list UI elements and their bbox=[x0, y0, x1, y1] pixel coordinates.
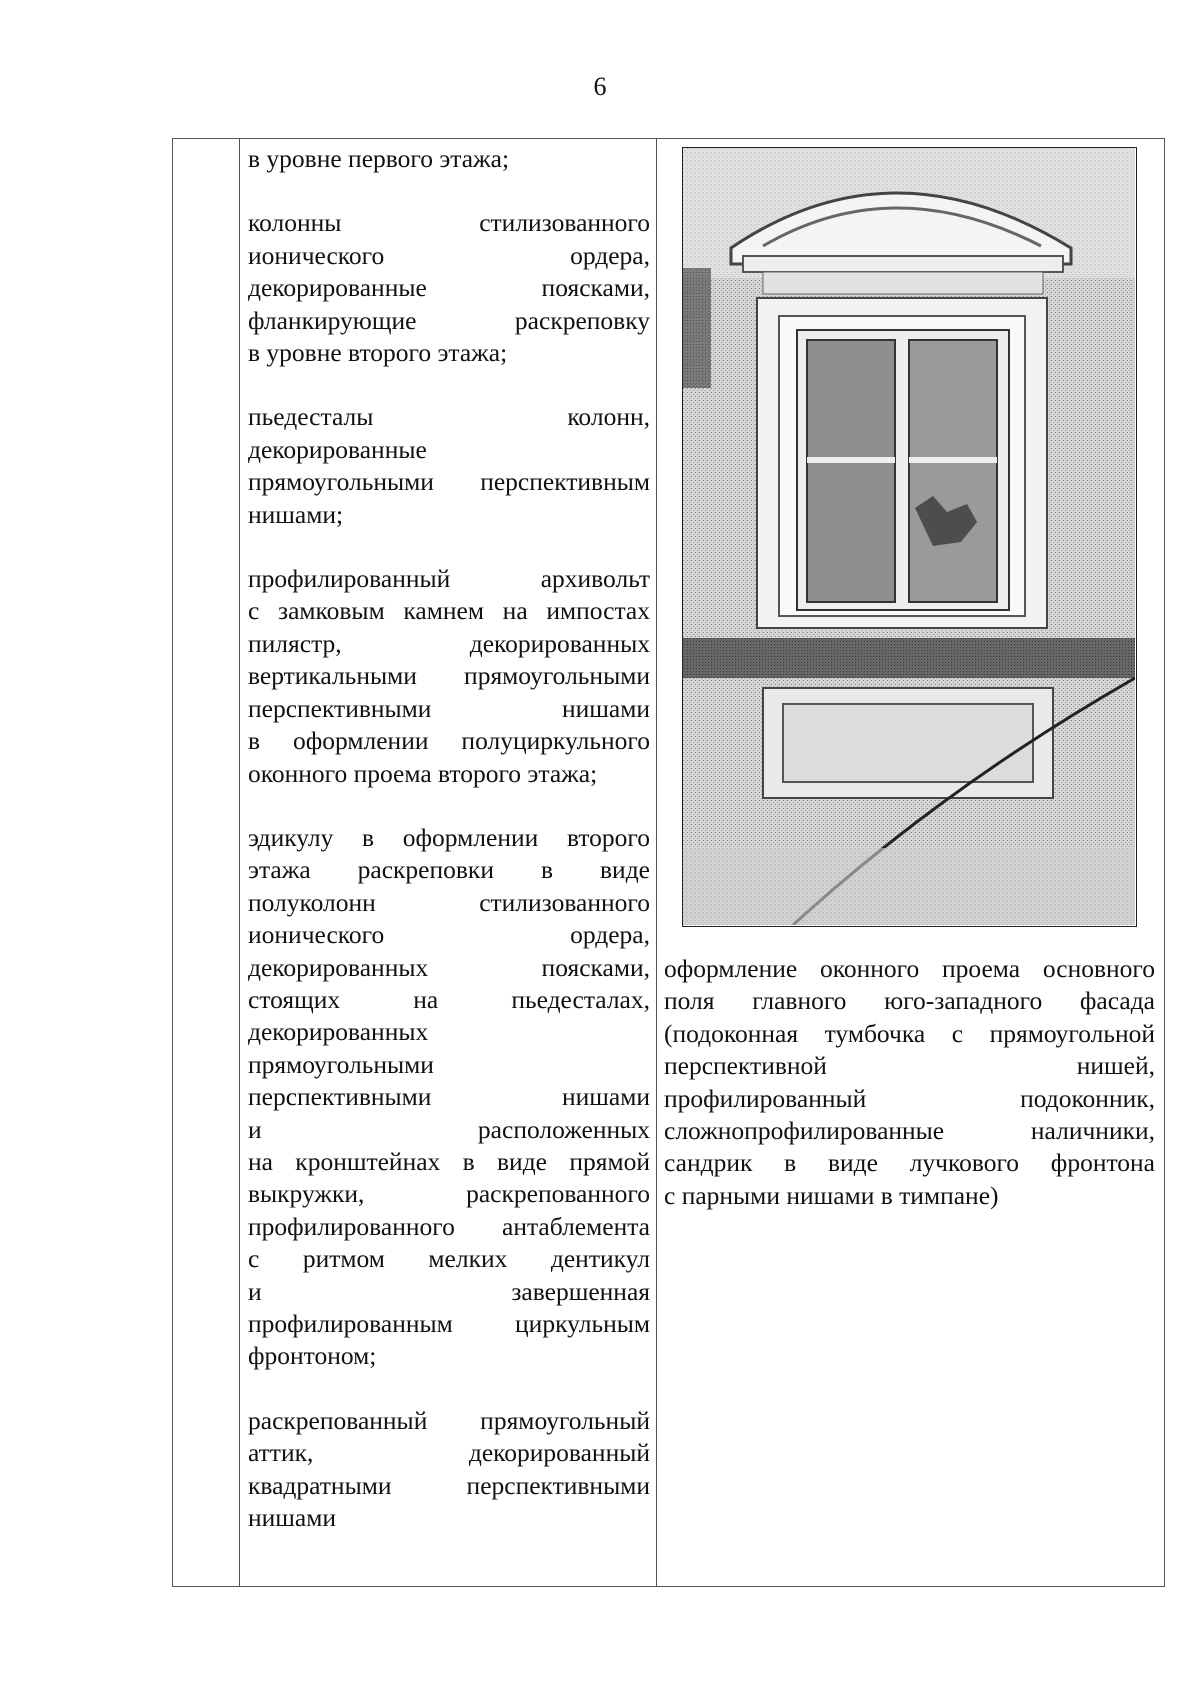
text-line: этажа раскреповки в виде bbox=[248, 855, 650, 885]
text-line: перспективными нишами bbox=[248, 693, 650, 723]
text-line: в уровне второго этажа; bbox=[248, 338, 508, 368]
text-line: профилированным циркульным bbox=[248, 1309, 650, 1338]
element-description-column bbox=[248, 143, 650, 1566]
window-photo bbox=[682, 147, 1137, 927]
heritage-table bbox=[172, 138, 1165, 1587]
text-line: фронтоном; bbox=[248, 1341, 377, 1371]
caption-line: оформление оконного проема основного bbox=[664, 954, 1155, 983]
text-line: декорированные bbox=[248, 434, 427, 464]
caption-line: сандрик в виде лучкового фронтона bbox=[664, 1148, 1155, 1178]
text-line: оконного проема второго этажа; bbox=[248, 758, 598, 788]
text-line: в уровне первого этажа; bbox=[248, 144, 510, 173]
text-line: эдикулу в оформлении второго bbox=[248, 822, 650, 852]
column-divider bbox=[656, 139, 657, 1586]
photo-caption bbox=[664, 953, 1155, 1212]
caption-line: с парными нишами в тимпане) bbox=[664, 1180, 999, 1210]
text-line: вертикальными прямоугольными bbox=[248, 661, 650, 691]
text-line: и расположенных bbox=[248, 1114, 650, 1144]
description-paragraph bbox=[248, 822, 650, 1373]
text-line: выкружки, раскрепованного bbox=[248, 1179, 650, 1209]
description-paragraph bbox=[248, 563, 650, 790]
caption-line: поля главного юго-западного фасада bbox=[664, 986, 1155, 1016]
text-line: с ритмом мелких дентикул bbox=[248, 1244, 650, 1274]
text-line: квадратными перспективными bbox=[248, 1470, 650, 1500]
caption-line: (подоконная тумбочка с прямоугольной bbox=[664, 1018, 1155, 1048]
text-line: пилястр, декорированных bbox=[248, 628, 650, 658]
text-line: раскрепованный прямоугольный bbox=[248, 1405, 650, 1435]
column-divider bbox=[239, 139, 240, 1586]
text-line: и завершенная bbox=[248, 1276, 650, 1306]
text-line: нишами bbox=[248, 1503, 337, 1533]
text-line: фланкирующие раскреповку bbox=[248, 305, 650, 335]
text-line: на кронштейнах в виде прямой bbox=[248, 1146, 650, 1176]
caption-line: перспективной нишей, bbox=[664, 1051, 1155, 1081]
text-line: полуколонн стилизованного bbox=[248, 887, 650, 917]
text-line: прямоугольными перспективным bbox=[248, 467, 650, 497]
window-photo-icon bbox=[683, 148, 1135, 925]
text-line: прямоугольными bbox=[248, 1049, 434, 1079]
text-line: декорированных поясками, bbox=[248, 952, 650, 982]
description-paragraph bbox=[248, 143, 650, 175]
text-line: перспективными нишами bbox=[248, 1082, 650, 1112]
text-line: колонны стилизованного bbox=[248, 208, 650, 238]
caption-line: сложнопрофилированные наличники, bbox=[664, 1116, 1155, 1146]
page-number: 6 bbox=[593, 72, 607, 101]
text-line: декорированных bbox=[248, 1017, 429, 1047]
description-paragraph bbox=[248, 1405, 650, 1535]
text-line: ионического ордера, bbox=[248, 240, 650, 270]
text-line: ионического ордера, bbox=[248, 920, 650, 950]
text-line: с замковым камнем на импостах bbox=[248, 596, 650, 626]
text-line: стоящих на пьедесталах, bbox=[248, 984, 650, 1014]
text-line: пьедесталы колонн, bbox=[248, 402, 650, 432]
text-line: профилированный архивольт bbox=[248, 564, 650, 594]
caption-line: профилированный подоконник, bbox=[664, 1083, 1155, 1113]
description-paragraph bbox=[248, 207, 650, 369]
description-paragraph bbox=[248, 401, 650, 531]
text-line: аттик, декорированный bbox=[248, 1438, 650, 1468]
text-line: в оформлении полуциркульного bbox=[248, 726, 650, 756]
text-line: профилированного антаблемента bbox=[248, 1211, 650, 1241]
text-line: нишами; bbox=[248, 499, 344, 529]
text-line: декорированные поясками, bbox=[248, 273, 650, 303]
